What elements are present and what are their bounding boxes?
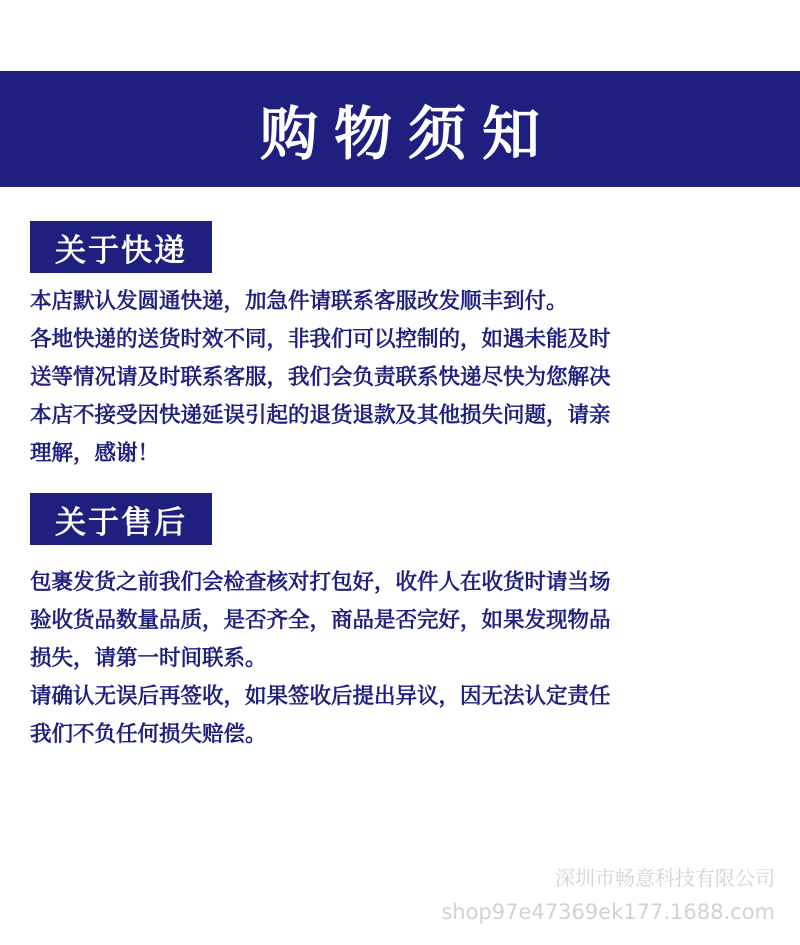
page-title: 购物须知 (259, 100, 556, 168)
header-banner (0, 71, 800, 187)
section-body-after-sales (30, 564, 730, 754)
text-line: 本店默认发圆通快递，加急件请联系客服改发顺丰到付。 (30, 289, 568, 314)
text-line: 各地快递的送货时效不同，非我们可以控制的，如遇未能及时 (30, 327, 611, 352)
text-line: 包裹发货之前我们会检查核对打包好，收件人在收货时请当场 (30, 570, 611, 595)
section-body-shipping (30, 283, 730, 473)
text-line: 理解，感谢！ (30, 441, 160, 466)
watermark-company: 深圳市畅意科技有限公司 (555, 866, 775, 890)
text-line: 我们不负任何损失赔偿。 (30, 722, 267, 747)
text-line: 验收货品数量品质，是否齐全，商品是否完好，如果发现物品 (30, 608, 611, 633)
text-line: 请确认无误后再签收，如果签收后提出异议，因无法认定责任 (30, 684, 611, 709)
text-line: 本店不接受因快递延误引起的退货退款及其他损失问题，请亲 (30, 403, 611, 428)
text-line: 送等情况请及时联系客服，我们会负责联系快递尽快为您解决 (30, 365, 611, 390)
section-title-shipping: 关于快递 (30, 221, 212, 273)
watermark-url: shop97e47369ek177.1688.com (441, 900, 775, 924)
text-line: 损失，请第一时间联系。 (30, 646, 267, 671)
section-title-after-sales: 关于售后 (30, 493, 212, 545)
